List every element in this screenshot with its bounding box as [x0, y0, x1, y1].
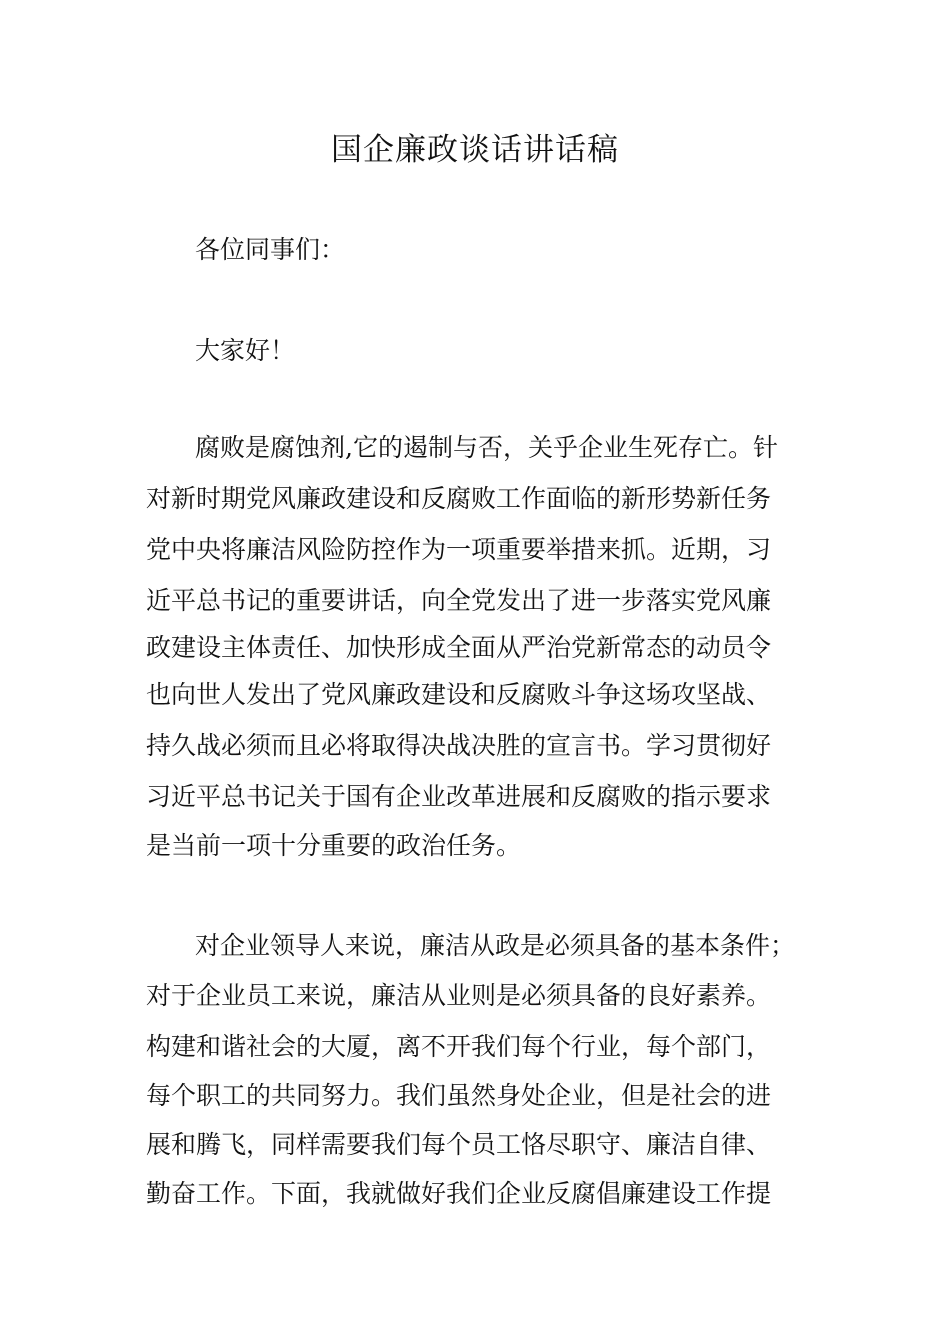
paragraph-1-line: 对新时期党风廉政建设和反腐败工作面临的新形势新任务 — [146, 484, 772, 513]
paragraph-2-line: 展和腾飞，同样需要我们每个员工恪尽职守、廉洁自律、 — [146, 1130, 772, 1159]
paragraph-1-line: 近平总书记的重要讲话，向全党发出了进一步落实党风廉 — [146, 586, 772, 615]
salutation: 各位同事们： — [195, 235, 346, 264]
paragraph-2-line: 对企业领导人来说，廉洁从政是必须具备的基本条件； — [195, 931, 796, 960]
paragraph-1-line: 是当前一项十分重要的政治任务。 — [146, 831, 522, 860]
greeting: 大家好！ — [195, 336, 296, 365]
paragraph-1-line: 政建设主体责任、加快形成全面从严治党新常态的动员令 — [146, 633, 772, 662]
paragraph-1-line: 持久战必须而且必将取得决战决胜的宣言书。学习贯彻好 — [146, 731, 772, 760]
document-title: 国企廉政谈话讲话稿 — [331, 132, 619, 168]
paragraph-2-line: 每个职工的共同努力。我们虽然身处企业，但是社会的进 — [146, 1081, 772, 1110]
paragraph-1-line: 党中央将廉洁风险防控作为一项重要举措来抓。近期，习 — [146, 535, 772, 564]
paragraph-1-line: 习近平总书记关于国有企业改革进展和反腐败的指示要求 — [146, 782, 772, 811]
paragraph-1-line: 腐败是腐蚀剂,它的遏制与否，关乎企业生死存亡。针 — [195, 433, 778, 462]
paragraph-2-line: 对于企业员工来说，廉洁从业则是必须具备的良好素养。 — [146, 981, 772, 1010]
paragraph-1-line: 也向世人发出了党风廉政建设和反腐败斗争这场攻坚战、 — [146, 680, 772, 709]
paragraph-2-line: 构建和谐社会的大厦，离不开我们每个行业，每个部门， — [146, 1032, 772, 1061]
paragraph-2-line: 勤奋工作。下面，我就做好我们企业反腐倡廉建设工作提 — [146, 1179, 772, 1208]
